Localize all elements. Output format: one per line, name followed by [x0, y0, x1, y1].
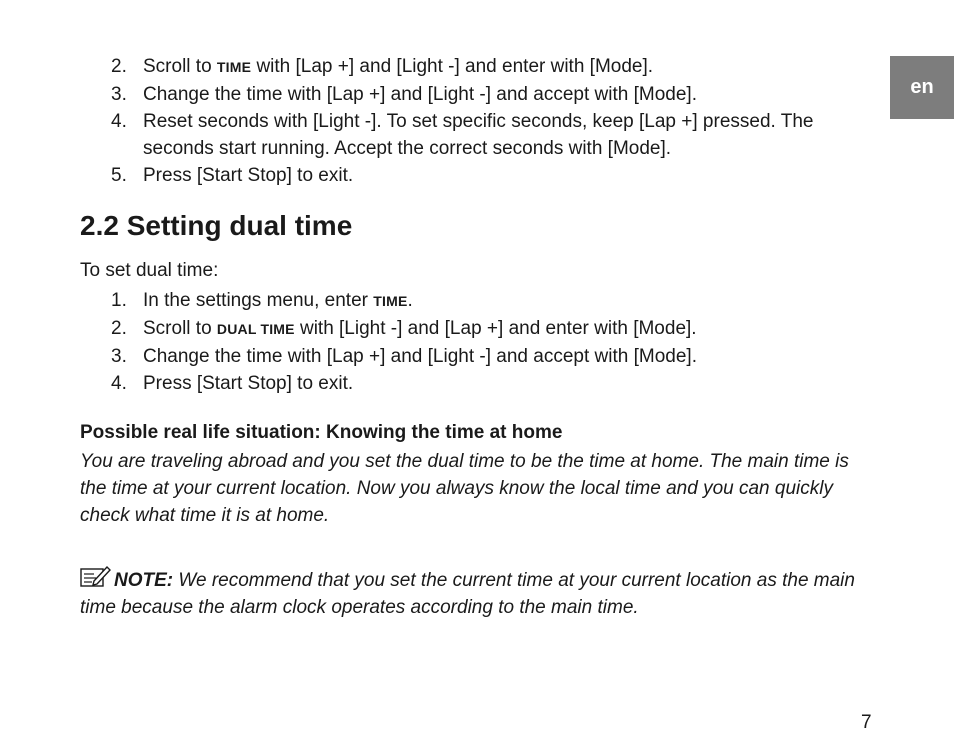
intro-text: To set dual time: [80, 260, 219, 281]
scenario-title: Possible real life situation: Knowing the time at home [80, 422, 563, 443]
page-number: 7 [861, 712, 872, 733]
list-item [0, 370, 878, 397]
note-label: NOTE: [114, 570, 174, 591]
step-text [143, 287, 878, 315]
step-number: 2. [111, 56, 127, 77]
step-text-pre: Scroll to [143, 56, 217, 77]
list-item [0, 53, 878, 81]
step-text-post: with [Lap +] and [Light -] and enter with [Mode]. [251, 56, 654, 77]
step-number: 5. [111, 165, 127, 186]
step-number: 4. [111, 111, 127, 132]
step-text: Press [Start Stop] to exit. [143, 373, 354, 394]
list-item [0, 343, 878, 370]
note-block [80, 565, 880, 621]
step-number: 3. [111, 84, 127, 105]
steps-list-dual-time [0, 287, 878, 397]
step-text: Change the time with [Lap +] and [Light -] and accept with [Mode]. [143, 346, 697, 367]
list-item [0, 162, 878, 189]
language-tab: en [890, 56, 954, 119]
steps-list-time [0, 53, 878, 189]
step-text-pre: Scroll to [143, 318, 217, 339]
step-text [143, 315, 878, 343]
list-item [0, 287, 878, 315]
step-number: 4. [111, 373, 127, 394]
note-text: We recommend that you set the current time at your current location as the main time because the alarm clock operates according to the main time. [80, 570, 855, 618]
menu-term: DUAL TIME [216, 321, 295, 337]
step-text: Press [Start Stop] to exit. [143, 165, 354, 186]
step-text-post: . [407, 290, 413, 311]
step-text [143, 53, 878, 81]
scenario-text: You are traveling abroad and you set the dual time to be the time at home. The main time is the time at your current location. Now you always know the local time and you can quickly check what time it is at home. [80, 451, 849, 526]
section-title: 2.2 Setting dual time [80, 210, 353, 241]
step-text-pre: In the settings menu, enter [143, 290, 374, 311]
list-item [0, 108, 878, 162]
step-text: Reset seconds with [Light -]. To set specific seconds, keep [Lap +] pressed. The seconds start running. Accept the correct seconds with [Mode]. [143, 111, 814, 159]
menu-term: TIME [216, 59, 252, 75]
list-item [0, 315, 878, 343]
list-item [0, 81, 878, 108]
step-number: 2. [111, 318, 127, 339]
step-number: 3. [111, 346, 127, 367]
menu-term: TIME [373, 293, 408, 309]
step-text-post: with [Light -] and [Lap +] and enter with [Mode]. [294, 318, 697, 339]
step-number: 1. [111, 290, 127, 311]
note-pencil-icon [80, 565, 112, 589]
step-text: Change the time with [Lap +] and [Light -] and accept with [Mode]. [143, 84, 697, 105]
